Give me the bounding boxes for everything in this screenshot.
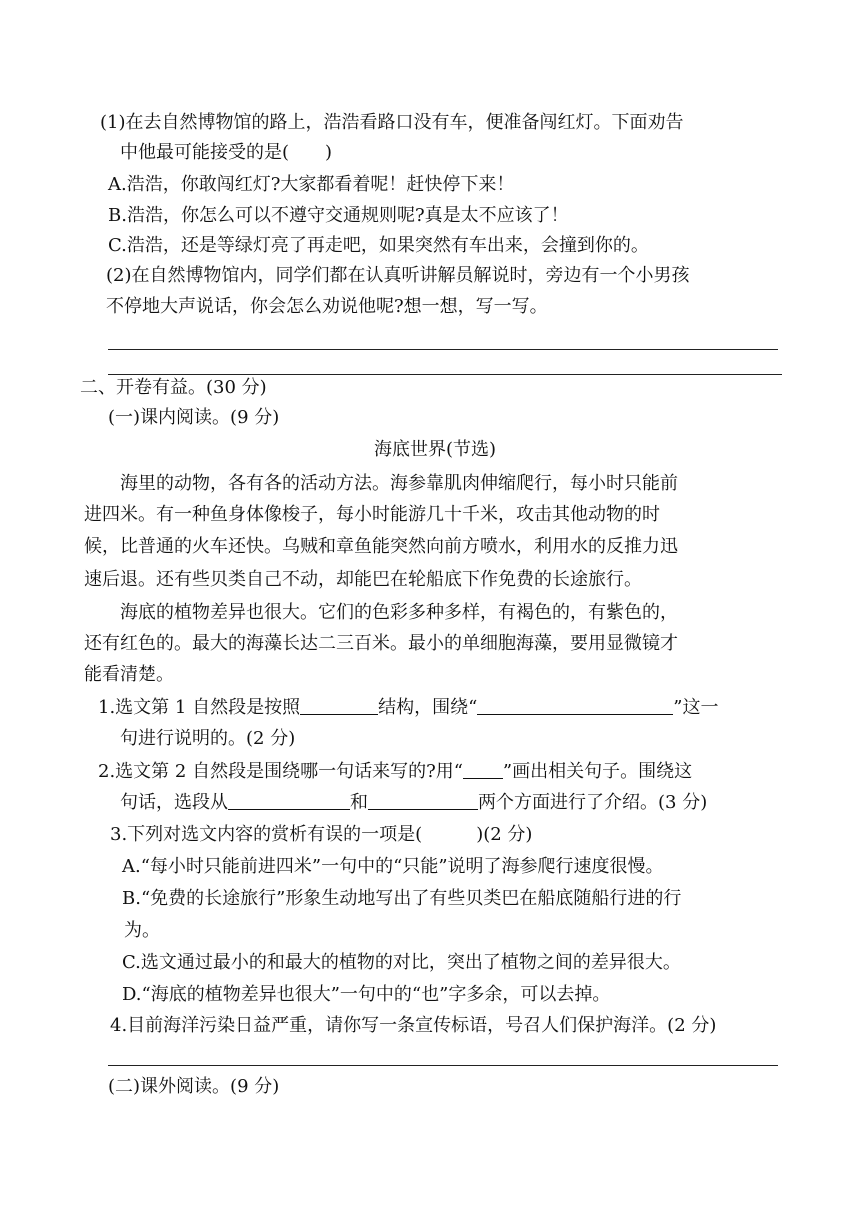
q2-blank-aspect-2[interactable] [368,791,478,810]
option-c: C.浩浩，还是等绿灯亮了再走吧，如果突然有车出来，会撞到你的。 [108,235,649,256]
q2-blank-aspect-1[interactable] [228,791,350,810]
passage-p1-line: 进四米。有一种鱼身体像梭子，每小时能游几十千米，攻击其他动物的时 [84,504,660,525]
option-a: A.浩浩，你敢闯红灯?大家都看着呢！赶快停下来！ [108,174,515,195]
q1-text-b: 结构，围绕“ [378,697,478,718]
q1-blank-structure[interactable] [300,696,378,715]
question-2-line1 [98,760,692,784]
q1-text-a: 1.选文第 1 自然段是按照 [98,697,301,718]
answer-line-1[interactable] [108,349,778,350]
section-heading: 二、开卷有益。(30 分) [80,377,267,398]
question-1-line1 [98,696,718,720]
answer-line-2[interactable] [108,374,782,375]
item1-line2: 中他最可能接受的是( ) [120,142,333,163]
q3-option-b-line1: B.“免费的长途旅行”形象生动地写出了有些贝类巴在船底随船行进的行 [122,888,682,909]
q2-text-e: 两个方面进行了介绍。(3 分) [478,792,708,813]
passage-p2-line: 能看清楚。 [84,664,174,685]
passage-p1-line: 候，比普通的火车还快。乌贼和章鱼能突然向前方喷水，利用水的反推力迅 [84,536,678,557]
question-1-line2: 句进行说明的。(2 分) [120,728,296,749]
subsection-heading-1: (一)课内阅读。(9 分) [108,407,280,428]
subsection-heading-2: (二)课外阅读。(9 分) [108,1076,280,1097]
question-2-line2 [120,791,707,815]
q3-option-c: C.选文通过最小的和最大的植物的对比，突出了植物之间的差异很大。 [122,952,681,973]
item2-line1: (2)在自然博物馆内，同学们都在认真听讲解员解说时，旁边有一个小男孩 [106,265,690,286]
item2-line2: 不停地大声说话，你会怎么劝说他呢?想一想，写一写。 [106,296,548,317]
passage-p1-line: 速后退。还有些贝类自己不动，却能巴在轮船底下作免费的长途旅行。 [84,569,642,590]
q3-option-a: A.“每小时只能前进四米”一句中的“只能”说明了海参爬行速度很慢。 [122,856,664,877]
q2-text-b: ”画出相关句子。围绕这 [502,761,693,782]
q3-option-b-line2: 为。 [124,920,160,941]
q1-blank-sentence[interactable] [477,696,673,715]
q2-underline-sample [463,760,503,779]
option-b: B.浩浩，你怎么可以不遵守交通规则呢?真是太不应该了！ [108,205,569,226]
passage-p1-line: 海里的动物，各有各的活动方法。海参靠肌肉伸缩爬行，每小时只能前 [120,473,678,494]
question-4: 4.目前海洋污染日益严重，请你写一条宣传标语，号召人们保护海洋。(2 分) [110,1015,717,1036]
passage-title: 海底世界(节选) [373,439,497,460]
item1-line1: (1)在去自然博物馆的路上，浩浩看路口没有车，便准备闯红灯。下面劝告 [100,112,684,133]
q2-text-a: 2.选文第 2 自然段是围绕哪一句话来写的?用“ [98,761,463,782]
passage-p2-line: 海底的植物差异也很大。它们的色彩多种多样，有褐色的，有紫色的， [120,602,678,623]
answer-line-slogan[interactable] [108,1065,778,1066]
q1-text-c: ”这一 [673,697,719,718]
passage-p2-line: 还有红色的。最大的海藻长达二三百米。最小的单细胞海藻，要用显微镜才 [84,633,678,654]
q2-text-d: 和 [350,792,368,813]
question-3: 3.下列对选文内容的赏析有误的一项是( )(2 分) [110,824,533,845]
q3-option-d: D.“海底的植物差异也很大”一句中的“也”字多余，可以去掉。 [122,984,611,1005]
q2-text-c: 句话，选段从 [120,792,228,813]
